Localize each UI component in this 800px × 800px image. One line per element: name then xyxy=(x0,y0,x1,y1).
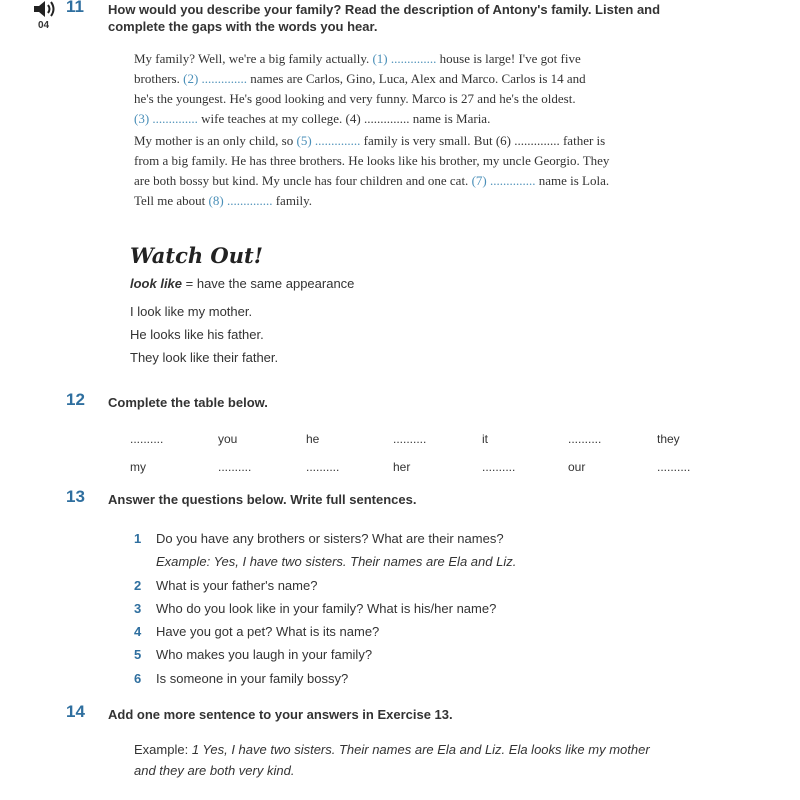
question-list xyxy=(134,527,516,690)
table-cell: our xyxy=(568,460,586,474)
exercise-13-number: 13 xyxy=(66,487,85,506)
table-cell[interactable]: .......... xyxy=(130,432,164,446)
table-cell[interactable]: .......... xyxy=(393,432,427,446)
list-item: 5 Who makes you laugh in your family? xyxy=(134,647,373,663)
paragraph-1: My family? Well, we're a big family actually. (1) .............. house is large! I've got five brothers. (2) .............. names are Carlos, Gino, Luca, Alex and Marco. Carlos is 14 and he's the youngest. He's good looking and very funny. Marco is 27 and he's the oldest. (3) .............. wife teaches at my college. (4) .............. name is Maria. xyxy=(134,51,586,126)
table-cell[interactable]: .......... xyxy=(568,432,602,446)
watch-out-example: He looks like his father. xyxy=(130,327,264,342)
paragraph-2: My mother is an only child, so (5) .............. family is very small. But (6) .............. father is from a big family. He has three brothers. He looks like his brother, my uncle Georgio. They are both bossy but kind. My uncle has four children and one cat. (7) .............. name is Lola. Tell me about (8) .............. family. xyxy=(134,133,610,208)
table-cell[interactable]: .......... xyxy=(306,460,340,474)
table-cell: they xyxy=(657,432,680,446)
exercise-12-instruction: Complete the table below. xyxy=(108,395,268,410)
table-cell: you xyxy=(218,432,238,446)
table-cell[interactable]: .......... xyxy=(218,460,252,474)
watch-out-examples xyxy=(130,300,278,369)
watch-out-example: I look like my mother. xyxy=(130,304,253,319)
exercise-13-instruction: Answer the questions below. Write full sentences. xyxy=(108,492,417,507)
watch-out-definition: look like = have the same appearance xyxy=(130,276,355,291)
exercise-11-number: 11 xyxy=(66,0,84,16)
list-item: 4 Have you got a pet? What is its name? xyxy=(134,624,380,640)
table-cell: he xyxy=(306,432,320,446)
table-cell: it xyxy=(482,432,488,446)
list-item: 3 Who do you look like in your family? What is his/her name? xyxy=(134,600,497,616)
audio-track-number: 04 xyxy=(38,20,50,31)
table-cell: my xyxy=(130,460,146,474)
list-item: 6 Is someone in your family bossy? xyxy=(134,670,349,686)
exercise-14-number: 14 xyxy=(66,702,85,721)
table-cell: her xyxy=(393,460,411,474)
list-item: 2 What is your father's name? xyxy=(134,577,318,593)
exercise-14-example: Example: 1 Yes, I have two sisters. Their names are Ela and Liz. Ela looks like my mother and they are both very kind. xyxy=(134,742,650,778)
audio-icon[interactable] xyxy=(32,0,58,18)
list-item-example: Example: Yes, I have two sisters. Their names are Ela and Liz. xyxy=(156,554,517,570)
table-cell[interactable]: .......... xyxy=(657,460,691,474)
list-item: 1 Do you have any brothers or sisters? What are their names? xyxy=(134,531,504,546)
exercise-14-instruction: Add one more sentence to your answers in Exercise 13. xyxy=(108,707,453,722)
watch-out-title: Watch Out! xyxy=(130,243,263,268)
exercise-11-instruction: How would you describe your family? Read the description of Antony's family. Listen and complete the gaps with the words you hear. xyxy=(108,2,661,34)
watch-out-example: They look like their father. xyxy=(130,350,279,365)
next-exercise-cutoff xyxy=(66,795,486,800)
table-cell[interactable]: .......... xyxy=(482,460,516,474)
exercise-12-number: 12 xyxy=(66,390,85,409)
family-description-text xyxy=(134,49,734,211)
